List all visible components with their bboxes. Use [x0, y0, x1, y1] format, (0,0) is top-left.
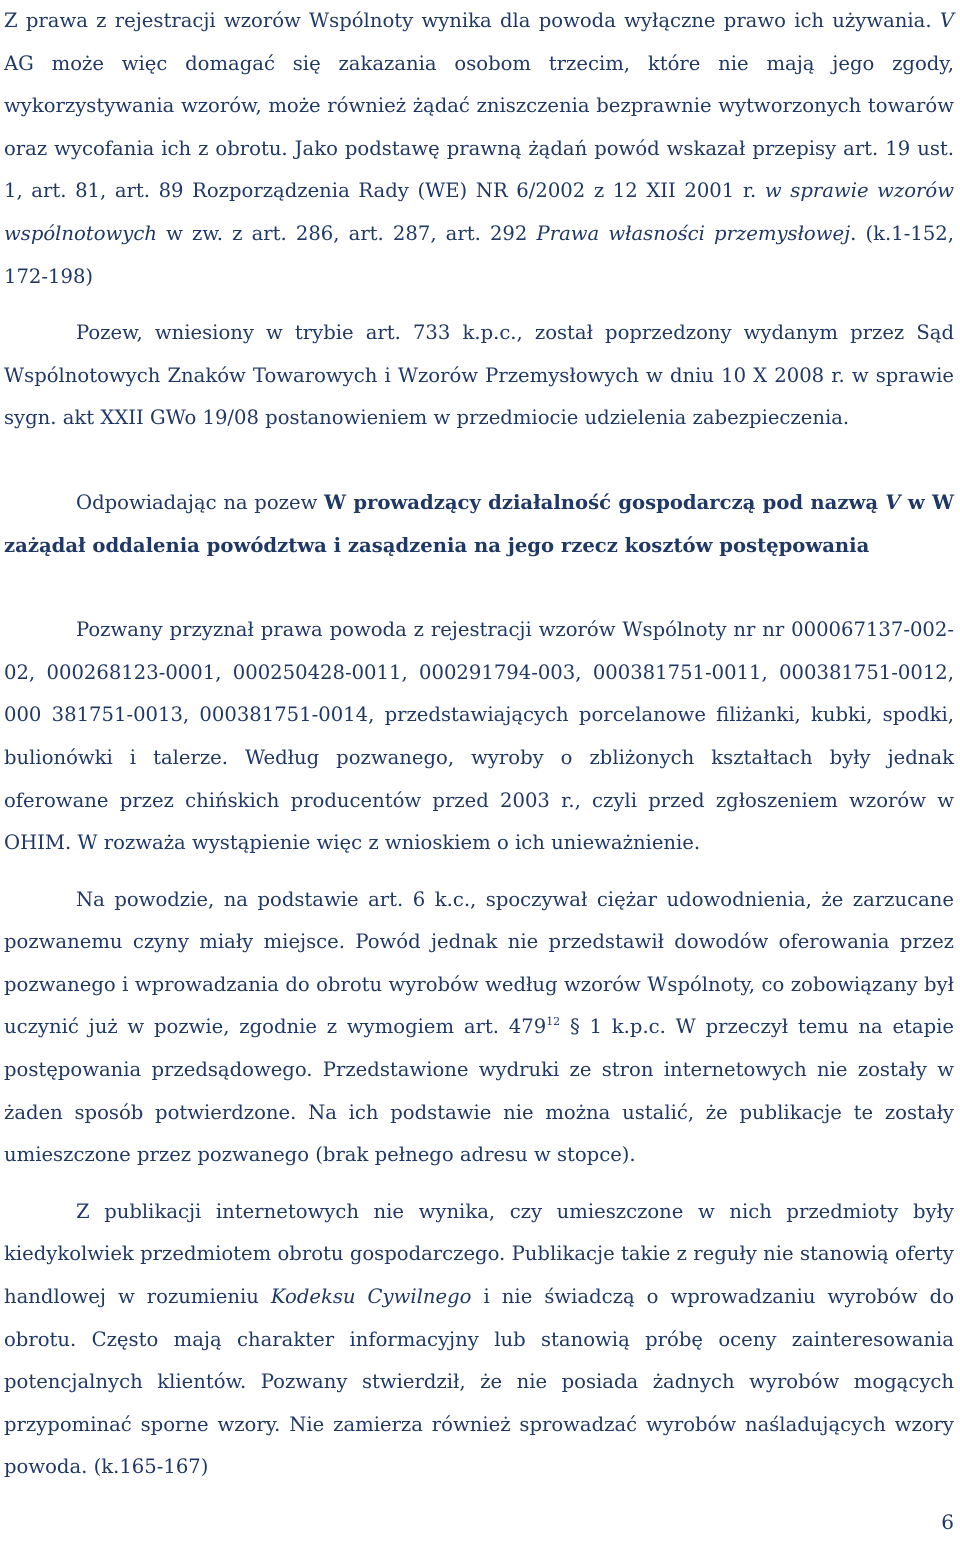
text-run: Z publikacji internetowych nie wynika, czy umieszczone w nich przedmioty były kiedykolwiek przedmiotem obrotu gospodarczego. Publikacje takie z reguły nie stanowią oferty handlowej w rozumieniu [4, 1199, 954, 1309]
text-run-italic: Kodeksu Cywilnego [270, 1285, 472, 1309]
text-run-bold: W prowadzący działalność gospodarczą pod nazwą [324, 490, 886, 514]
text-run-italic: V [939, 9, 954, 32]
text-run: i nie świadczą o wprowadzaniu wyrobów do obrotu. Często mają charakter informacyjny lub stanowią próbę oceny zainteresowania potencjalnych klientów. Pozwany stwierdził, że nie posiada żadnych wyrobów mogących przypominać sporne wzory. Nie zamierza również sprowadzać wyrobów naśladujących wzory powoda. (k.165-167) [4, 1285, 954, 1479]
paragraph-defendant: Pozwany przyznał prawa powoda z rejestracji wzorów Wspólnoty nr nr 000067137-002-02, 000268123-0001, 000250428-0011, 000291794-003, 000381751-0011, 000381751-0012, 000 381751-0013, 000381751-0014, przedstawiających porcelanowe filiżanki, kubki, spodki, bulionówki i talerze. Według pozwanego, wyroby o zbliżonych kształtach były jednak oferowane przez chińskich producentów przed 2003 r., czyli przed zgłoszeniem wzorów w OHIM. W rozważa wystąpienie więc z wnioskiem o ich unieważnienie. [4, 618, 954, 855]
superscript: 12 [546, 1015, 561, 1029]
paragraph-publications [4, 1191, 954, 1489]
text-run: § 1 k.p.c. W przeczył temu na etapie postępowania przedsądowego. Przedstawione wydruki ze stron internetowych nie zostały w żaden sposób potwierdzone. Na ich podstawie nie można ustalić, że publikacje te zostały umieszczone przez pozwanego (brak pełnego adresu w stopce). [4, 1015, 954, 1167]
paragraph-burden-of-proof [4, 879, 954, 1177]
text-run-italic: Prawa własności przemysłowej [536, 221, 851, 245]
text-run-italic: w sprawie wzorów wspólnotowych [4, 179, 954, 245]
paragraph-rights [4, 0, 954, 298]
text-run-bold-italic: V [885, 490, 901, 514]
text-run: AG może więc domagać się zakazania osobom trzecim, które nie mają jego zgody, wykorzystywania wzorów, może również żądać zniszczenia bezprawnie wytworzonych towarów oraz wycofania ich z obrotu. Jako podstawę prawną żądań powód wskazał przepisy art. 19 ust. 1, art. 81, art. 89 Rozporządzenia Rady (WE) NR 6/2002 z 12 XII 2001 r. [4, 51, 954, 203]
text-run: Na powodzie, na podstawie art. 6 k.c., spoczywał ciężar udowodnienia, że zarzucane pozwanemu czyny miały miejsce. Powód jednak nie przedstawił dowodów oferowania przez pozwanego i wprowadzania do obrotu wyrobów według wzorów Wspólnoty, co zobowiązany był uczynić już w pozwie, zgodnie z wymogiem art. 479 [4, 887, 954, 1039]
text-run: Odpowiadając na pozew [76, 490, 325, 514]
text-run-bold: w W zażądał oddalenia powództwa i zasądzenia na jego rzecz kosztów postępowania [4, 490, 954, 557]
text-run: Z prawa z rejestracji wzorów Wspólnoty wynika dla powoda wyłączne prawo ich używania. [4, 9, 940, 32]
paragraph-lawsuit: Pozew, wniesiony w trybie art. 733 k.p.c., został poprzedzony wydanym przez Sąd Wspólnotowych Znaków Towarowych i Wzorów Przemysłowych w dniu 10 X 2008 r. w sprawie sygn. akt XXII GWo 19/08 postanowieniem w przedmiocie udzielenia zabezpieczenia. [4, 321, 954, 430]
paragraph-response [4, 482, 954, 567]
text-run: w zw. z art. 286, art. 287, art. 292 [156, 221, 537, 245]
page-number: 6 [941, 1510, 954, 1534]
document-page [4, 0, 954, 1489]
text-run: . (k.1-152, 172-198) [4, 221, 954, 288]
